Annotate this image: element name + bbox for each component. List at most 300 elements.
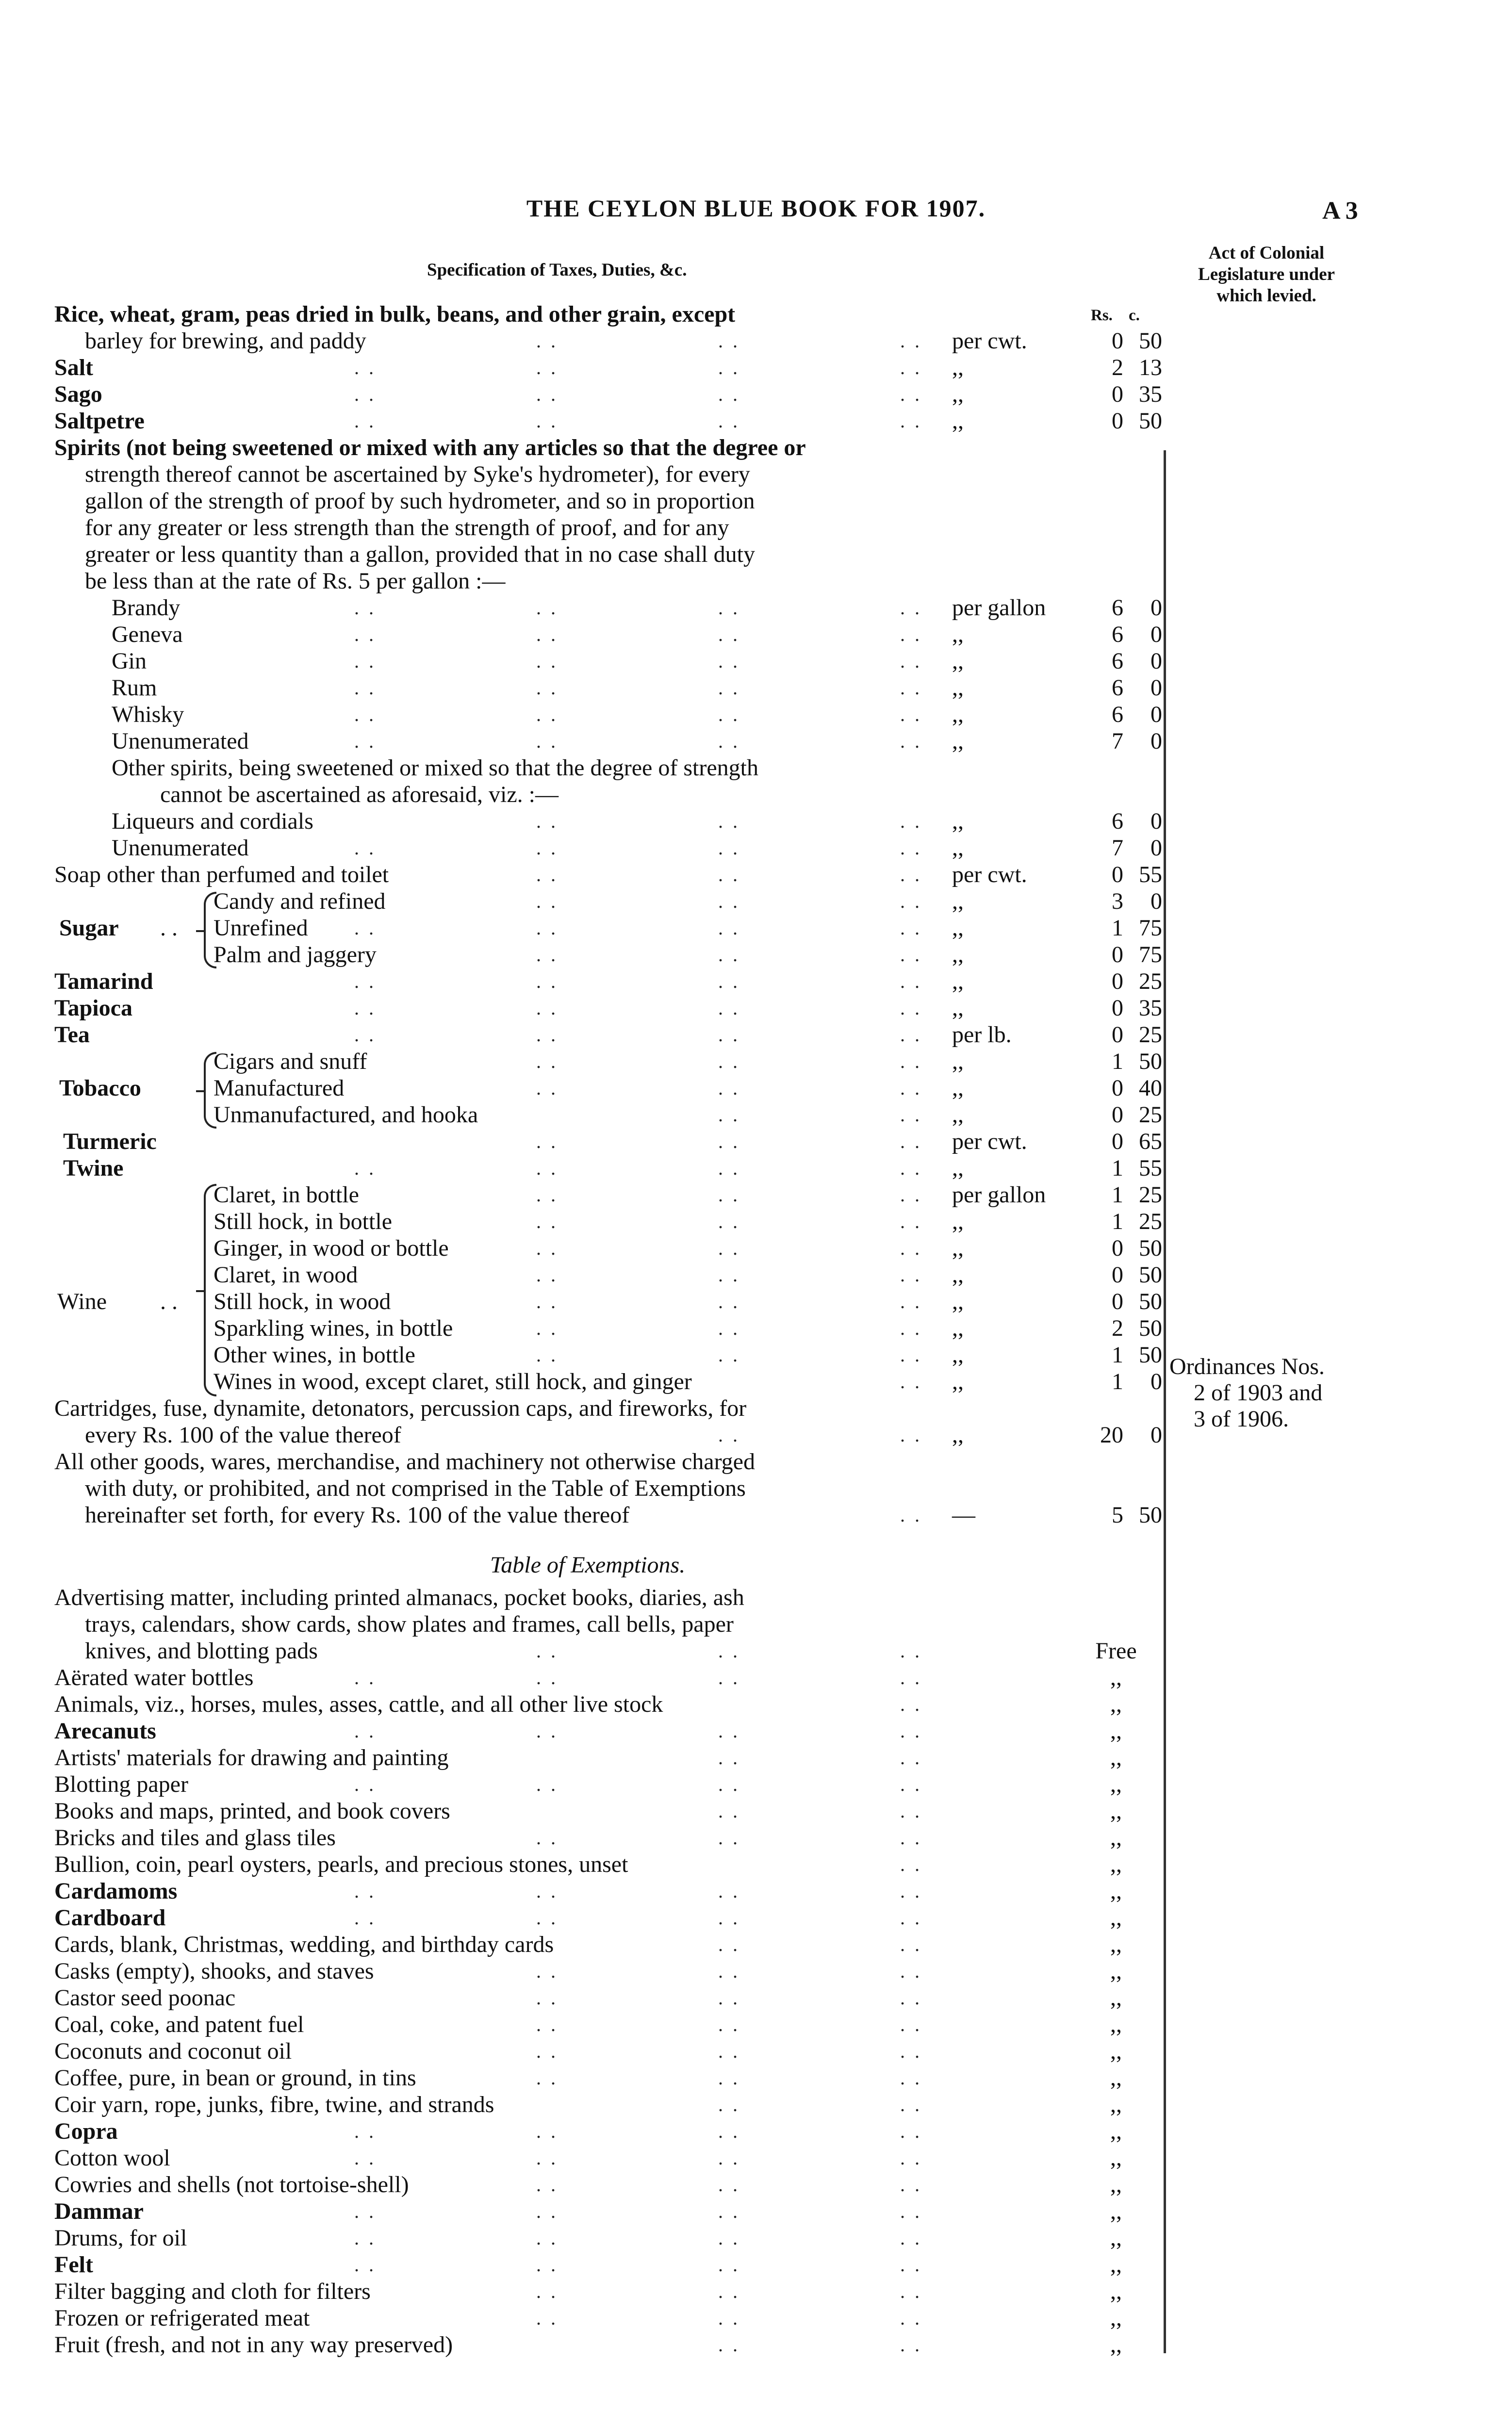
item-description: Turmeric — [63, 1129, 157, 1154]
exemption-row — [0, 2065, 1512, 2091]
duty-row — [0, 1181, 1512, 1208]
leader-dots: . . — [900, 2254, 922, 2276]
rate-cents: 50 — [1139, 1342, 1162, 1368]
item-description: Rum — [112, 675, 157, 701]
leader-dots: . . — [900, 970, 922, 992]
exempt-item: Cotton wool — [54, 2145, 170, 2171]
leader-dots: . . — [718, 650, 740, 672]
unit-of-duty: ,, — [952, 622, 964, 647]
leader-dots: . . — [900, 1693, 922, 1715]
leader-dots: . . — [354, 677, 376, 699]
exemption-row — [0, 2305, 1512, 2331]
cents-header: c. — [1128, 307, 1140, 324]
rate-rupees: 0 — [1112, 1075, 1123, 1101]
rate-cents: 25 — [1139, 968, 1162, 994]
leader-dots: . . — [900, 1934, 922, 1955]
leader-dots: . . — [718, 677, 740, 699]
item-description: every Rs. 100 of the value thereof — [85, 1422, 401, 1448]
exemption-status: ,, — [1110, 2065, 1122, 2091]
duty-row — [0, 674, 1512, 701]
leader-dots: . . — [536, 997, 558, 1019]
rate-cents: 35 — [1139, 381, 1162, 407]
exemption-row — [0, 1584, 1512, 1611]
leader-dots: . . — [536, 890, 558, 912]
duty-row — [0, 1448, 1512, 1475]
rate-cents: 50 — [1139, 408, 1162, 434]
leader-dots: . . — [354, 997, 376, 1019]
leader-dots: . . — [354, 383, 376, 405]
rate-rupees: 1 — [1112, 915, 1123, 941]
exemption-row — [0, 2251, 1512, 2278]
leader-dots: . . — [718, 1264, 740, 1286]
item-description: Other wines, in bottle — [214, 1342, 415, 1368]
unit-of-duty: ,, — [952, 1102, 964, 1128]
exemption-status: ,, — [1110, 2038, 1122, 2064]
leader-dots: . . — [718, 2147, 740, 2169]
exempt-item: Coir yarn, rope, junks, fibre, twine, and strands — [54, 2092, 494, 2117]
exemption-status: ,, — [1110, 2092, 1122, 2117]
leader-dots: . . — [354, 2147, 376, 2169]
leader-dots: . . — [536, 677, 558, 699]
leader-dots: . . — [900, 1024, 922, 1046]
leader-dots: . . — [536, 1667, 558, 1688]
leader-dots: . . — [718, 1827, 740, 1849]
unit-of-duty: ,, — [952, 1342, 964, 1368]
leader-dots: . . — [900, 1077, 922, 1099]
duty-row — [0, 1235, 1512, 1262]
exempt-item: Drums, for oil — [54, 2225, 187, 2251]
leader-dots: . . — [718, 597, 740, 619]
leader-dots: . . — [354, 650, 376, 672]
act-column-heading — [1165, 243, 1368, 307]
leader-dots: . . — [536, 1264, 558, 1286]
leader-dots: . . — [718, 2014, 740, 2035]
exemption-row — [0, 2171, 1512, 2198]
duty-row — [0, 701, 1512, 728]
exempt-item: Bricks and tiles and glass tiles — [54, 1825, 336, 1851]
duty-row — [0, 1128, 1512, 1155]
leader-dots: . . — [354, 2254, 376, 2276]
exempt-item: Blotting paper — [54, 1771, 188, 1797]
unit-of-duty: ,, — [952, 968, 964, 994]
leader-dots: . . — [900, 2120, 922, 2142]
exemption-row — [0, 1931, 1512, 1958]
rate-rupees: 6 — [1112, 622, 1123, 647]
duty-row — [0, 1342, 1512, 1368]
leader-dots: . . — [718, 1131, 740, 1152]
exemption-row — [0, 1878, 1512, 1904]
leader-dots: . . — [718, 1024, 740, 1046]
rate-cents: 0 — [1150, 675, 1162, 701]
leader-dots: . . — [900, 650, 922, 672]
exemption-status: ,, — [1110, 1905, 1122, 1931]
duty-row — [0, 568, 1512, 594]
item-description: All other goods, wares, merchandise, and machinery not otherwise charged — [54, 1449, 755, 1475]
exemption-row — [0, 1958, 1512, 1984]
exempt-item: Felt — [54, 2252, 93, 2278]
leader-dots: . . — [718, 2067, 740, 2089]
rate-rupees: 0 — [1112, 995, 1123, 1021]
leader-dots: . . — [900, 1157, 922, 1179]
leader-dots: . . — [536, 704, 558, 725]
unit-of-duty: ,, — [952, 888, 964, 914]
leader-dots: . . — [900, 1184, 922, 1206]
leader-dots: . . — [900, 1050, 922, 1072]
leader-dots: . . — [718, 864, 740, 885]
exempt-item: Cards, blank, Christmas, wedding, and birthday cards — [54, 1932, 554, 1957]
unit-of-duty: ,, — [952, 648, 964, 674]
rate-cents: 50 — [1139, 1289, 1162, 1314]
duty-row — [0, 1021, 1512, 1048]
rate-cents: 0 — [1150, 1369, 1162, 1394]
exempt-item: Dammar — [54, 2198, 144, 2224]
leader-dots: . . — [718, 1640, 740, 1662]
leader-dots: . . — [536, 1291, 558, 1312]
leader-dots: . . — [718, 2334, 740, 2356]
leader-dots: . . — [536, 810, 558, 832]
item-description: Unenumerated — [112, 728, 249, 754]
item-description: be less than at the rate of Rs. 5 per gallon :— — [85, 568, 506, 594]
leader-dots: . . — [718, 410, 740, 432]
item-description: Soap other than perfumed and toilet — [54, 862, 389, 887]
leader-dots: . . — [536, 2067, 558, 2089]
rate-rupees: 0 — [1112, 1129, 1123, 1154]
item-description: gallon of the strength of proof by such hydrometer, and so in proportion — [85, 488, 755, 514]
rate-rupees: 0 — [1112, 968, 1123, 994]
leader-dots: . . — [536, 2147, 558, 2169]
leader-dots: . . — [536, 383, 558, 405]
item-description: hereinafter set forth, for every Rs. 100 of the value thereof — [85, 1502, 630, 1528]
leader-dots: . . — [718, 1104, 740, 1126]
unit-of-duty: ,, — [952, 915, 964, 941]
item-description: Still hock, in bottle — [214, 1209, 392, 1234]
duty-row — [0, 461, 1512, 488]
unit-of-duty: per cwt. — [952, 862, 1027, 887]
exemption-row — [0, 1851, 1512, 1878]
unit-of-duty: ,, — [952, 995, 964, 1021]
leader-dots: . . — [900, 2014, 922, 2035]
unit-of-duty: ,, — [952, 1262, 964, 1288]
item-description: Cigars and snuff — [214, 1049, 367, 1074]
leader-dots: . . — [354, 357, 376, 378]
leader-dots: . . — [354, 730, 376, 752]
rate-cents: 50 — [1139, 1235, 1162, 1261]
leader-dots: . . — [536, 2014, 558, 2035]
exemption-status: ,, — [1110, 2252, 1122, 2278]
leader-dots: . . — [354, 1907, 376, 1929]
leader-dots: . . — [718, 383, 740, 405]
exempt-item: Arecanuts — [54, 1718, 156, 1744]
duty-row — [0, 995, 1512, 1021]
duty-row — [0, 621, 1512, 648]
item-description: Wines in wood, except claret, still hock, and ginger — [214, 1369, 692, 1394]
duty-row — [0, 1288, 1512, 1315]
leader-dots: . . — [900, 1667, 922, 1688]
unit-of-duty: ,, — [952, 381, 964, 407]
leader-dots: . . — [718, 704, 740, 725]
rate-cents: 0 — [1150, 595, 1162, 621]
duty-row — [0, 1155, 1512, 1181]
unit-of-duty: per cwt. — [952, 328, 1027, 354]
leader-dots: . . — [536, 1880, 558, 1902]
duty-row — [0, 434, 1512, 461]
rate-cents: 25 — [1139, 1209, 1162, 1234]
ordinance-line: Ordinances Nos. — [1169, 1354, 1325, 1379]
duty-row — [0, 514, 1512, 541]
unit-of-duty: ,, — [952, 835, 964, 861]
rate-rupees: 1 — [1112, 1209, 1123, 1234]
brace-icon — [204, 1052, 216, 1129]
leader-dots: . . — [900, 1960, 922, 1982]
leader-dots: . . — [536, 2174, 558, 2196]
leader-dots: . . — [536, 1773, 558, 1795]
leader-dots: . . — [718, 1184, 740, 1206]
duty-row — [0, 381, 1512, 408]
leader-dots: . . — [900, 2067, 922, 2089]
duty-row — [0, 1368, 1512, 1395]
exemption-row — [0, 1718, 1512, 1744]
leader-dots: . . — [718, 1747, 740, 1769]
leader-dots: . . — [536, 1720, 558, 1742]
unit-of-duty: ,, — [952, 1235, 964, 1261]
leader-dots: . . — [900, 2227, 922, 2249]
leader-dots: . . — [536, 1317, 558, 1339]
exempt-item: Animals, viz., horses, mules, asses, cattle, and all other live stock — [54, 1691, 663, 1717]
duty-row — [0, 1395, 1512, 1422]
leader-dots: . . — [900, 1640, 922, 1662]
unit-of-duty: ,, — [952, 675, 964, 701]
rate-cents: 55 — [1139, 862, 1162, 887]
leader-dots: . . — [718, 2280, 740, 2302]
unit-of-duty: ,, — [952, 408, 964, 434]
exemption-row — [0, 1798, 1512, 1824]
item-description: strength thereof cannot be ascertained by Syke's hydrometer), for every — [85, 461, 750, 487]
duty-row — [0, 1315, 1512, 1342]
group-label: Sugar — [59, 915, 119, 941]
leader-dots: . . — [536, 2200, 558, 2222]
exemption-row — [0, 1638, 1512, 1664]
rate-rupees: 7 — [1112, 835, 1123, 861]
leader-dots: . . — [900, 2280, 922, 2302]
exemption-status: ,, — [1110, 2225, 1122, 2251]
unit-of-duty: ,, — [952, 942, 964, 967]
leader-dots: . . — [536, 2307, 558, 2329]
rate-cents: 35 — [1139, 995, 1162, 1021]
exempt-item: Books and maps, printed, and book covers — [54, 1798, 450, 1824]
leader-dots: . . — [900, 890, 922, 912]
exempt-item: Coal, coke, and patent fuel — [54, 2012, 304, 2037]
rate-rupees: 6 — [1112, 595, 1123, 621]
rate-cents: 25 — [1139, 1102, 1162, 1128]
rate-cents: 55 — [1139, 1155, 1162, 1181]
leader-dots: . . — [536, 1987, 558, 2009]
unit-of-duty: ,, — [952, 808, 964, 834]
rate-rupees: 0 — [1112, 942, 1123, 967]
item-description: greater or less quantity than a gallon, provided that in no case shall duty — [85, 541, 755, 567]
exemption-row — [0, 1771, 1512, 1798]
leader-dots: . . — [900, 1853, 922, 1875]
unit-of-duty: ,, — [952, 1209, 964, 1234]
leader-dots: . . — [718, 997, 740, 1019]
item-description: Tea — [54, 1022, 90, 1048]
exempt-item: Aërated water bottles — [54, 1665, 254, 1690]
rate-cents: 0 — [1150, 1422, 1162, 1448]
exempt-item: Casks (empty), shooks, and staves — [54, 1958, 374, 1984]
rate-rupees: 6 — [1112, 702, 1123, 727]
unit-of-duty: ,, — [952, 1315, 964, 1341]
unit-of-duty: ,, — [952, 1075, 964, 1101]
leader-dots: . . — [536, 1960, 558, 1982]
rate-cents: 50 — [1139, 1315, 1162, 1341]
leader-dots: . . — [536, 357, 558, 378]
leader-dots: . . — [900, 1747, 922, 1769]
exemption-status: ,, — [1110, 1852, 1122, 1877]
leader-dots: . . — [718, 1934, 740, 1955]
item-description: Sago — [54, 381, 102, 407]
exemption-status: ,, — [1110, 2332, 1122, 2358]
leader-dots: . . — [718, 1211, 740, 1232]
exempt-item: Filter bagging and cloth for filters — [54, 2278, 371, 2304]
exemptions-heading: Table of Exemptions. — [490, 1552, 686, 1578]
leader-dots: . . — [536, 864, 558, 885]
rate-rupees: 0 — [1112, 1235, 1123, 1261]
leader-dots: . . — [900, 917, 922, 939]
page-number: A 3 — [1322, 197, 1358, 225]
leader-dots: . . — [900, 1827, 922, 1849]
leader-dots: . . — [900, 410, 922, 432]
duty-row — [0, 728, 1512, 754]
rate-rupees: 1 — [1112, 1342, 1123, 1368]
leader-dots: . . — [536, 330, 558, 352]
leader-dots: . . — [900, 997, 922, 1019]
leader-dots: . . — [718, 1960, 740, 1982]
leader-dots: . . — [354, 597, 376, 619]
exemption-row — [0, 1744, 1512, 1771]
item-description: cannot be ascertained as aforesaid, viz. :— — [160, 782, 559, 807]
exemption-status: ,, — [1110, 2278, 1122, 2304]
leader-dots: . . — [536, 410, 558, 432]
item-description: Palm and jaggery — [214, 942, 377, 967]
duty-row — [0, 861, 1512, 888]
unit-of-duty: ,, — [952, 702, 964, 727]
duty-row — [0, 781, 1512, 808]
duty-row — [0, 1208, 1512, 1235]
leader-dots: . . — [354, 1667, 376, 1688]
unit-of-duty: ,, — [952, 1155, 964, 1181]
item-description: Whisky — [112, 702, 184, 727]
leader-dots: . . — [354, 1773, 376, 1795]
leader-dots: . . — [900, 383, 922, 405]
item-description: Other spirits, being sweetened or mixed so that the degree of strength — [112, 755, 758, 781]
leader-dots: . . — [900, 704, 922, 725]
duty-row — [0, 594, 1512, 621]
exemption-status: ,, — [1110, 2172, 1122, 2197]
leader-dots: . . — [900, 810, 922, 832]
leader-dots: . . — [900, 837, 922, 859]
duty-row — [0, 541, 1512, 568]
leader-dots: . . — [900, 1773, 922, 1795]
leader-dots: . . — [536, 1077, 558, 1099]
leader-dots: . . — [900, 1131, 922, 1152]
leader-dots: . . — [900, 1344, 922, 1366]
item-description: Geneva — [112, 622, 183, 647]
group-label-dots: . . — [160, 1289, 178, 1314]
exemption-status: Free — [1095, 1638, 1137, 1664]
leader-dots: . . — [354, 704, 376, 725]
group-label: Tobacco — [59, 1075, 141, 1101]
leader-dots: . . — [900, 2307, 922, 2329]
exemption-row — [0, 2038, 1512, 2065]
duty-row — [0, 835, 1512, 861]
item-description: Brandy — [112, 595, 181, 621]
exemption-row — [0, 2331, 1512, 2358]
duty-row — [0, 968, 1512, 995]
leader-dots: . . — [536, 2254, 558, 2276]
exempt-item: Cowries and shells (not tortoise-shell) — [54, 2172, 409, 2197]
leader-dots: . . — [718, 1050, 740, 1072]
exempt-item: Copra — [54, 2118, 118, 2144]
leader-dots: . . — [536, 1827, 558, 1849]
unit-of-duty: — — [952, 1502, 975, 1528]
rate-cents: 0 — [1150, 808, 1162, 834]
exemption-row — [0, 2118, 1512, 2145]
leader-dots: . . — [718, 1157, 740, 1179]
rate-rupees: 0 — [1112, 328, 1123, 354]
leader-dots: . . — [900, 1424, 922, 1446]
leader-dots: . . — [718, 1880, 740, 1902]
exemption-row — [0, 2011, 1512, 2038]
leader-dots: . . — [354, 623, 376, 645]
leader-dots: . . — [900, 1800, 922, 1822]
leader-dots: . . — [900, 2334, 922, 2356]
leader-dots: . . — [900, 944, 922, 966]
unit-of-duty: per gallon — [952, 595, 1046, 621]
rate-cents: 0 — [1150, 835, 1162, 861]
rate-rupees: 5 — [1112, 1502, 1123, 1528]
rate-cents: 65 — [1139, 1129, 1162, 1154]
item-description: Unmanufactured, and hooka — [214, 1102, 478, 1128]
item-description: Tapioca — [54, 995, 132, 1021]
ordinance-line: 3 of 1906. — [1194, 1406, 1289, 1432]
leader-dots: . . — [718, 1773, 740, 1795]
leader-dots: . . — [900, 864, 922, 885]
exemption-status: ,, — [1110, 2198, 1122, 2224]
leader-dots: . . — [536, 2120, 558, 2142]
leader-dots: . . — [354, 410, 376, 432]
leader-dots: . . — [900, 597, 922, 619]
unit-of-duty: ,, — [952, 1289, 964, 1314]
leader-dots: . . — [718, 623, 740, 645]
leader-dots: . . — [354, 837, 376, 859]
leader-dots: . . — [900, 1211, 922, 1232]
exemption-status: ,, — [1110, 1958, 1122, 1984]
leader-dots: . . — [900, 1987, 922, 2009]
rate-rupees: 2 — [1112, 1315, 1123, 1341]
leader-dots: . . — [536, 917, 558, 939]
exemption-status: ,, — [1110, 2012, 1122, 2037]
leader-dots: . . — [354, 2227, 376, 2249]
item-description: Ginger, in wood or bottle — [214, 1235, 449, 1261]
item-description: Tamarind — [54, 968, 153, 994]
item-description: Gin — [112, 648, 147, 674]
leader-dots: . . — [718, 330, 740, 352]
leader-dots: . . — [718, 1987, 740, 2009]
rate-cents: 0 — [1150, 648, 1162, 674]
leader-dots: . . — [718, 2200, 740, 2222]
exempt-item: Fruit (fresh, and not in any way preserved) — [54, 2332, 453, 2358]
rate-cents: 75 — [1139, 915, 1162, 941]
duty-row — [0, 328, 1512, 354]
